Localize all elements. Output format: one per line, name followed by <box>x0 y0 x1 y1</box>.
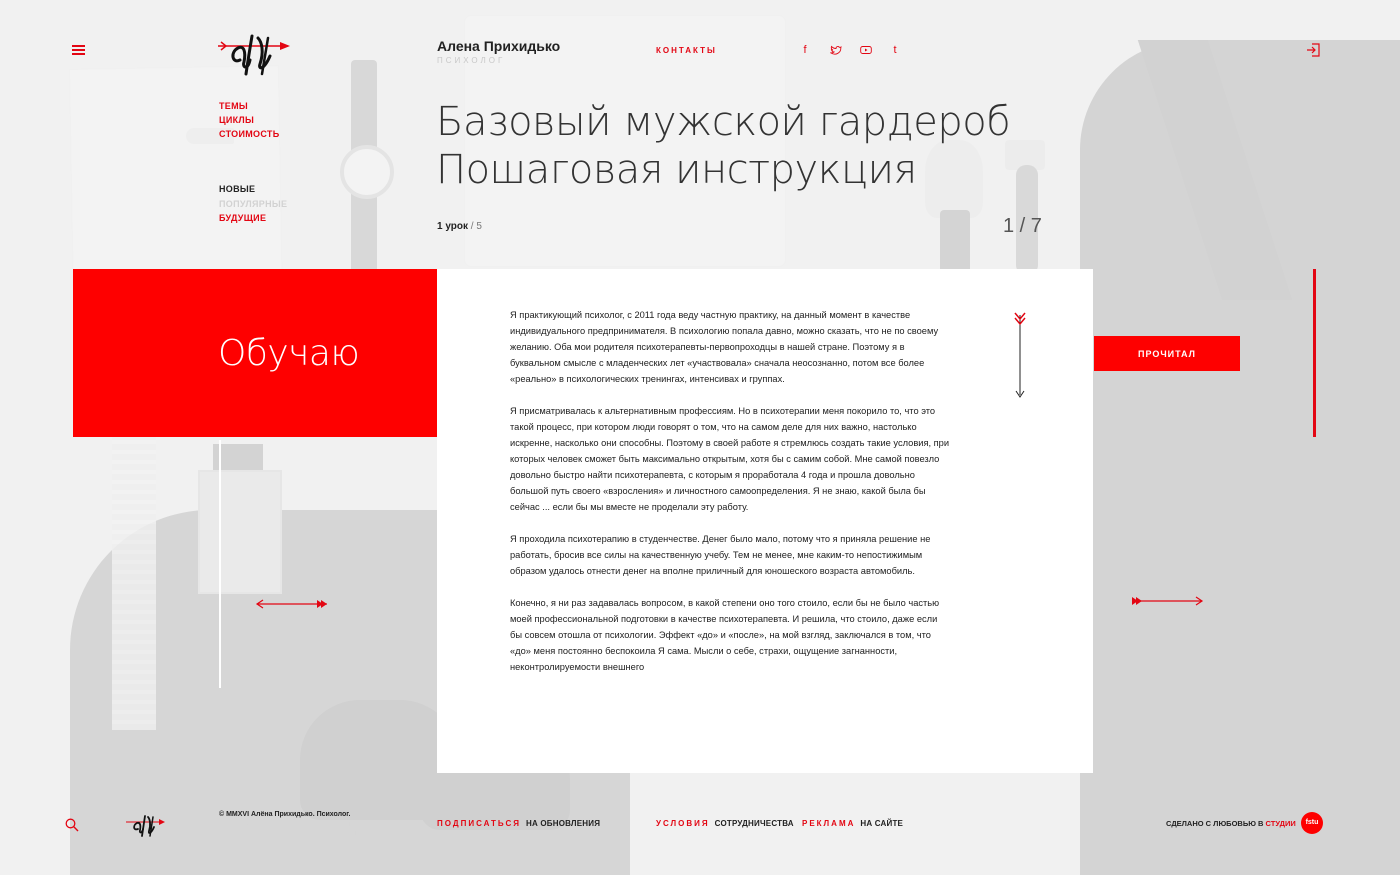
nav-topics[interactable]: ТЕМЫ <box>219 101 249 111</box>
ads-link-text: НА САЙТЕ <box>860 819 904 828</box>
progress-bar <box>1313 269 1316 437</box>
studio-link[interactable]: СТУДИИ <box>1265 819 1296 828</box>
made-with-love <box>1166 819 1296 828</box>
site-logo[interactable] <box>218 30 292 76</box>
made-prefix: СДЕЛАНО С ЛЮБОВЬЮ В <box>1166 819 1264 828</box>
login-icon[interactable] <box>1306 43 1320 57</box>
article-paragraph: Я присматривалась к альтернативным профессиям. Но в психотерапии меня покорило то, что это такой процесс, при котором люди говорят о том, что на самом деле для них важно, настолько искренне, насколько они способны. Поэтому в своей работе я стремлюсь создать такие условия, при которых человек сможет быть максимально открытым, хотя бы с самим собой. Мне самой повезло довольно быстро найти психотерапевта, с которым я проработала 4 года и прошла довольно большой путь своего «взросления» и личностного самоопределения. Я не знаю, какой была бы сейчас ... если бы мы вместе не проделали эту работу. <box>510 406 950 512</box>
studio-logo[interactable]: fstu <box>1301 812 1323 834</box>
hamburger-menu-icon[interactable] <box>72 45 85 55</box>
subscribe-link-red: ПОДПИСАТЬСЯ <box>437 819 521 828</box>
terms-link[interactable] <box>656 819 794 828</box>
terms-link-text: СОТРУДНИЧЕСТВА <box>714 819 794 828</box>
lesson-current: 1 урок <box>437 221 468 232</box>
tumblr-icon[interactable]: t <box>893 44 897 56</box>
nav-future[interactable]: БУДУЩИЕ <box>219 213 267 223</box>
title-line-2: Пошаговая инструкция <box>436 147 917 193</box>
page-title <box>436 98 1010 194</box>
article-body <box>510 307 950 691</box>
copyright-note: Все права на материалы сайта защищены. При перепечатке — ссылка на сайт обязательна <box>219 821 375 837</box>
decorative-line <box>219 440 221 688</box>
author-name: Алена Прихидько <box>437 38 561 54</box>
article-paragraph: Я практикующий психолог, с 2011 года веду частную практику, на данный момент в качестве индивидуального предпринимателя. В психологию попала давно, можно сказать, что не по своему желанию. Оба мои родителя психотерапевты-первопроходцы в нашей стране. Поэтому я в буквальном смысле с младенческих лет «участвовала» сначала неосознанно, потом все более «реально» в психологических тренингах, интенсивах и группах. <box>510 310 939 384</box>
search-icon[interactable] <box>65 818 79 832</box>
section-banner <box>73 269 437 437</box>
subscribe-link[interactable] <box>437 819 600 828</box>
author-subtitle: ПСИХОЛОГ <box>437 56 506 65</box>
scroll-down-arrow-icon[interactable] <box>1014 311 1026 399</box>
nav-cost[interactable]: СТОИМОСТЬ <box>219 129 280 139</box>
article-paragraph: Я проходила психотерапию в студенчестве. Денег было мало, потому что я приняла решение не работать, бросив все силы на качественную учебу. Тем не менее, мне каким-то непостижимым образом удалось отнести денег на вполне приличный для юношеского возраста автомобиль. <box>510 534 931 576</box>
facebook-icon[interactable]: f <box>803 44 807 56</box>
lesson-indicator <box>437 221 482 232</box>
article-paragraph: Конечно, я ни раз задавалась вопросом, в какой степени оно того стоило, если бы не было частью моей профессиональной подготовки в качестве психотерапевта. И решила, что стоило, даже если бы совсем отошла от психологии. Эффект «до» и «после», на мой взгляд, заключался в том, что «до» меня постоянно беспокоила Я сама. Мысли о себе, страхи, ощущение загнанности, неконтролируемости внешнего <box>510 598 940 672</box>
nav-new[interactable]: НОВЫЕ <box>219 184 256 194</box>
next-arrow-icon[interactable] <box>1130 595 1204 607</box>
title-line-1: Базовый мужской гардероб <box>436 99 1011 145</box>
page-counter: 1 / 7 <box>1003 215 1042 237</box>
youtube-icon[interactable] <box>860 44 872 56</box>
footer-logo[interactable] <box>126 813 166 837</box>
twitter-icon[interactable] <box>830 44 842 56</box>
nav-popular[interactable]: ПОПУЛЯРНЫЕ <box>219 199 288 209</box>
subscribe-link-text: НА ОБНОВЛЕНИЯ <box>526 819 601 828</box>
ads-link[interactable] <box>802 819 903 828</box>
ads-link-red: РЕКЛАМА <box>802 819 856 828</box>
terms-link-red: УСЛОВИЯ <box>656 819 710 828</box>
article-card <box>437 269 1093 773</box>
section-label: Обучаю <box>218 333 360 374</box>
contacts-link[interactable]: КОНТАКТЫ <box>656 46 717 55</box>
previous-arrow-icon[interactable] <box>255 598 329 610</box>
lesson-total: / 5 <box>468 221 482 232</box>
nav-cycles[interactable]: ЦИКЛЫ <box>219 115 255 125</box>
copyright-text: © MMXVI Алёна Прихидько. Психолог. <box>219 811 351 818</box>
mark-read-button[interactable]: ПРОЧИТАЛ <box>1094 336 1240 371</box>
